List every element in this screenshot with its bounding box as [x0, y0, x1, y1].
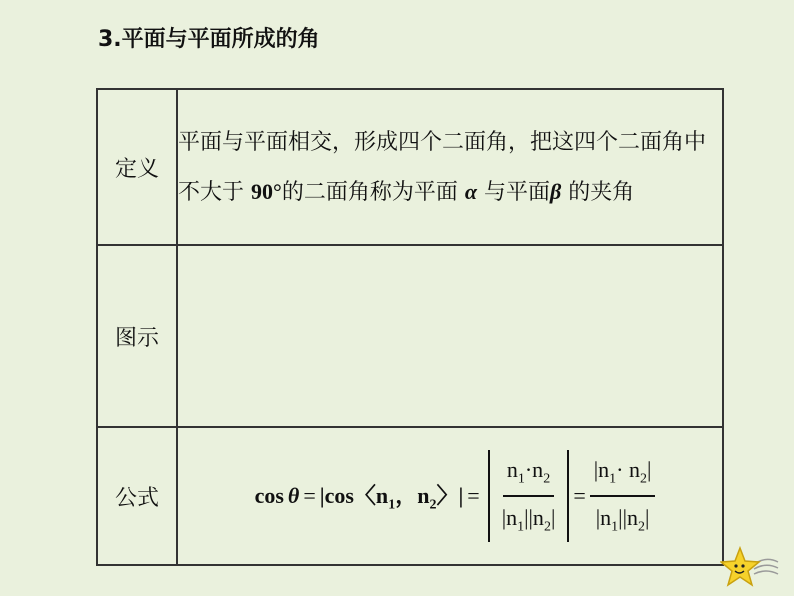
row-label-figure: 图示	[97, 245, 177, 427]
fraction-2	[590, 457, 656, 536]
abs-n: |n	[501, 505, 518, 530]
sub-2: 2	[637, 519, 645, 535]
table-row-definition	[97, 89, 723, 245]
fraction-2-numerator	[590, 457, 656, 497]
fraction-1-denominator	[498, 497, 560, 535]
definition-text-part1: 平面与平面相交，形成四个二面角，把这四个二面角中不大于	[178, 129, 707, 205]
fraction-1	[498, 457, 560, 536]
row-label-definition: 定义	[97, 89, 177, 245]
beta-symbol: β	[549, 178, 562, 204]
abs-close: |	[647, 456, 652, 482]
fraction-2-denominator	[592, 497, 654, 535]
abs-cos-open: |cos〈n	[319, 482, 389, 508]
sub-2: 2	[429, 497, 437, 513]
abs-abs-n: ||n	[618, 505, 638, 530]
sub-2: 2	[543, 471, 551, 486]
formula-cell	[177, 427, 723, 565]
abs-close: |	[644, 505, 650, 530]
equals-2: =	[467, 483, 480, 508]
figure-cell	[177, 245, 723, 427]
sub-1: 1	[611, 519, 619, 535]
definition-text-part3: 与平面	[476, 179, 550, 205]
equals-3: =	[573, 483, 586, 508]
table-row-figure	[97, 245, 723, 427]
abs-n: |n	[595, 505, 612, 530]
row-label-formula: 公式	[97, 427, 177, 565]
absolute-fraction	[488, 450, 570, 542]
definition-content	[177, 89, 723, 245]
equals-1: =	[303, 483, 316, 508]
sub-1: 1	[517, 519, 525, 535]
sub-2: 2	[640, 471, 647, 486]
formula	[178, 428, 722, 564]
fraction-1-numerator	[503, 457, 554, 497]
cos-theta: cos θ	[254, 483, 300, 508]
degree-value: 90°	[251, 178, 282, 204]
abs-abs-n: ||n	[524, 505, 544, 530]
dot-n: ·n	[524, 456, 544, 482]
definition-text-part2: 的二面角称为平面	[281, 179, 465, 205]
abs-close: 〉|	[436, 482, 464, 508]
definition-text-part4: 的夹角	[561, 179, 635, 205]
sub-2: 2	[543, 519, 551, 535]
abs-close: |	[550, 505, 556, 530]
star-decoration-icon	[720, 542, 780, 594]
concept-table	[96, 88, 724, 566]
figure-placeholder	[178, 246, 722, 426]
n-symbol: n	[506, 456, 518, 482]
sub-1: 1	[517, 471, 525, 486]
sub-1: 1	[609, 471, 617, 486]
comma-n: ，n	[395, 482, 430, 508]
abs-n: |n	[593, 456, 610, 482]
alpha-symbol: α	[464, 178, 477, 204]
table-row-formula	[97, 427, 723, 565]
abs-cos-expression	[320, 479, 464, 513]
dot-n: · n	[616, 456, 640, 482]
definition-text	[178, 118, 722, 217]
section-heading: 3.平面与平面所成的角	[98, 27, 320, 52]
sub-1: 1	[388, 497, 396, 513]
